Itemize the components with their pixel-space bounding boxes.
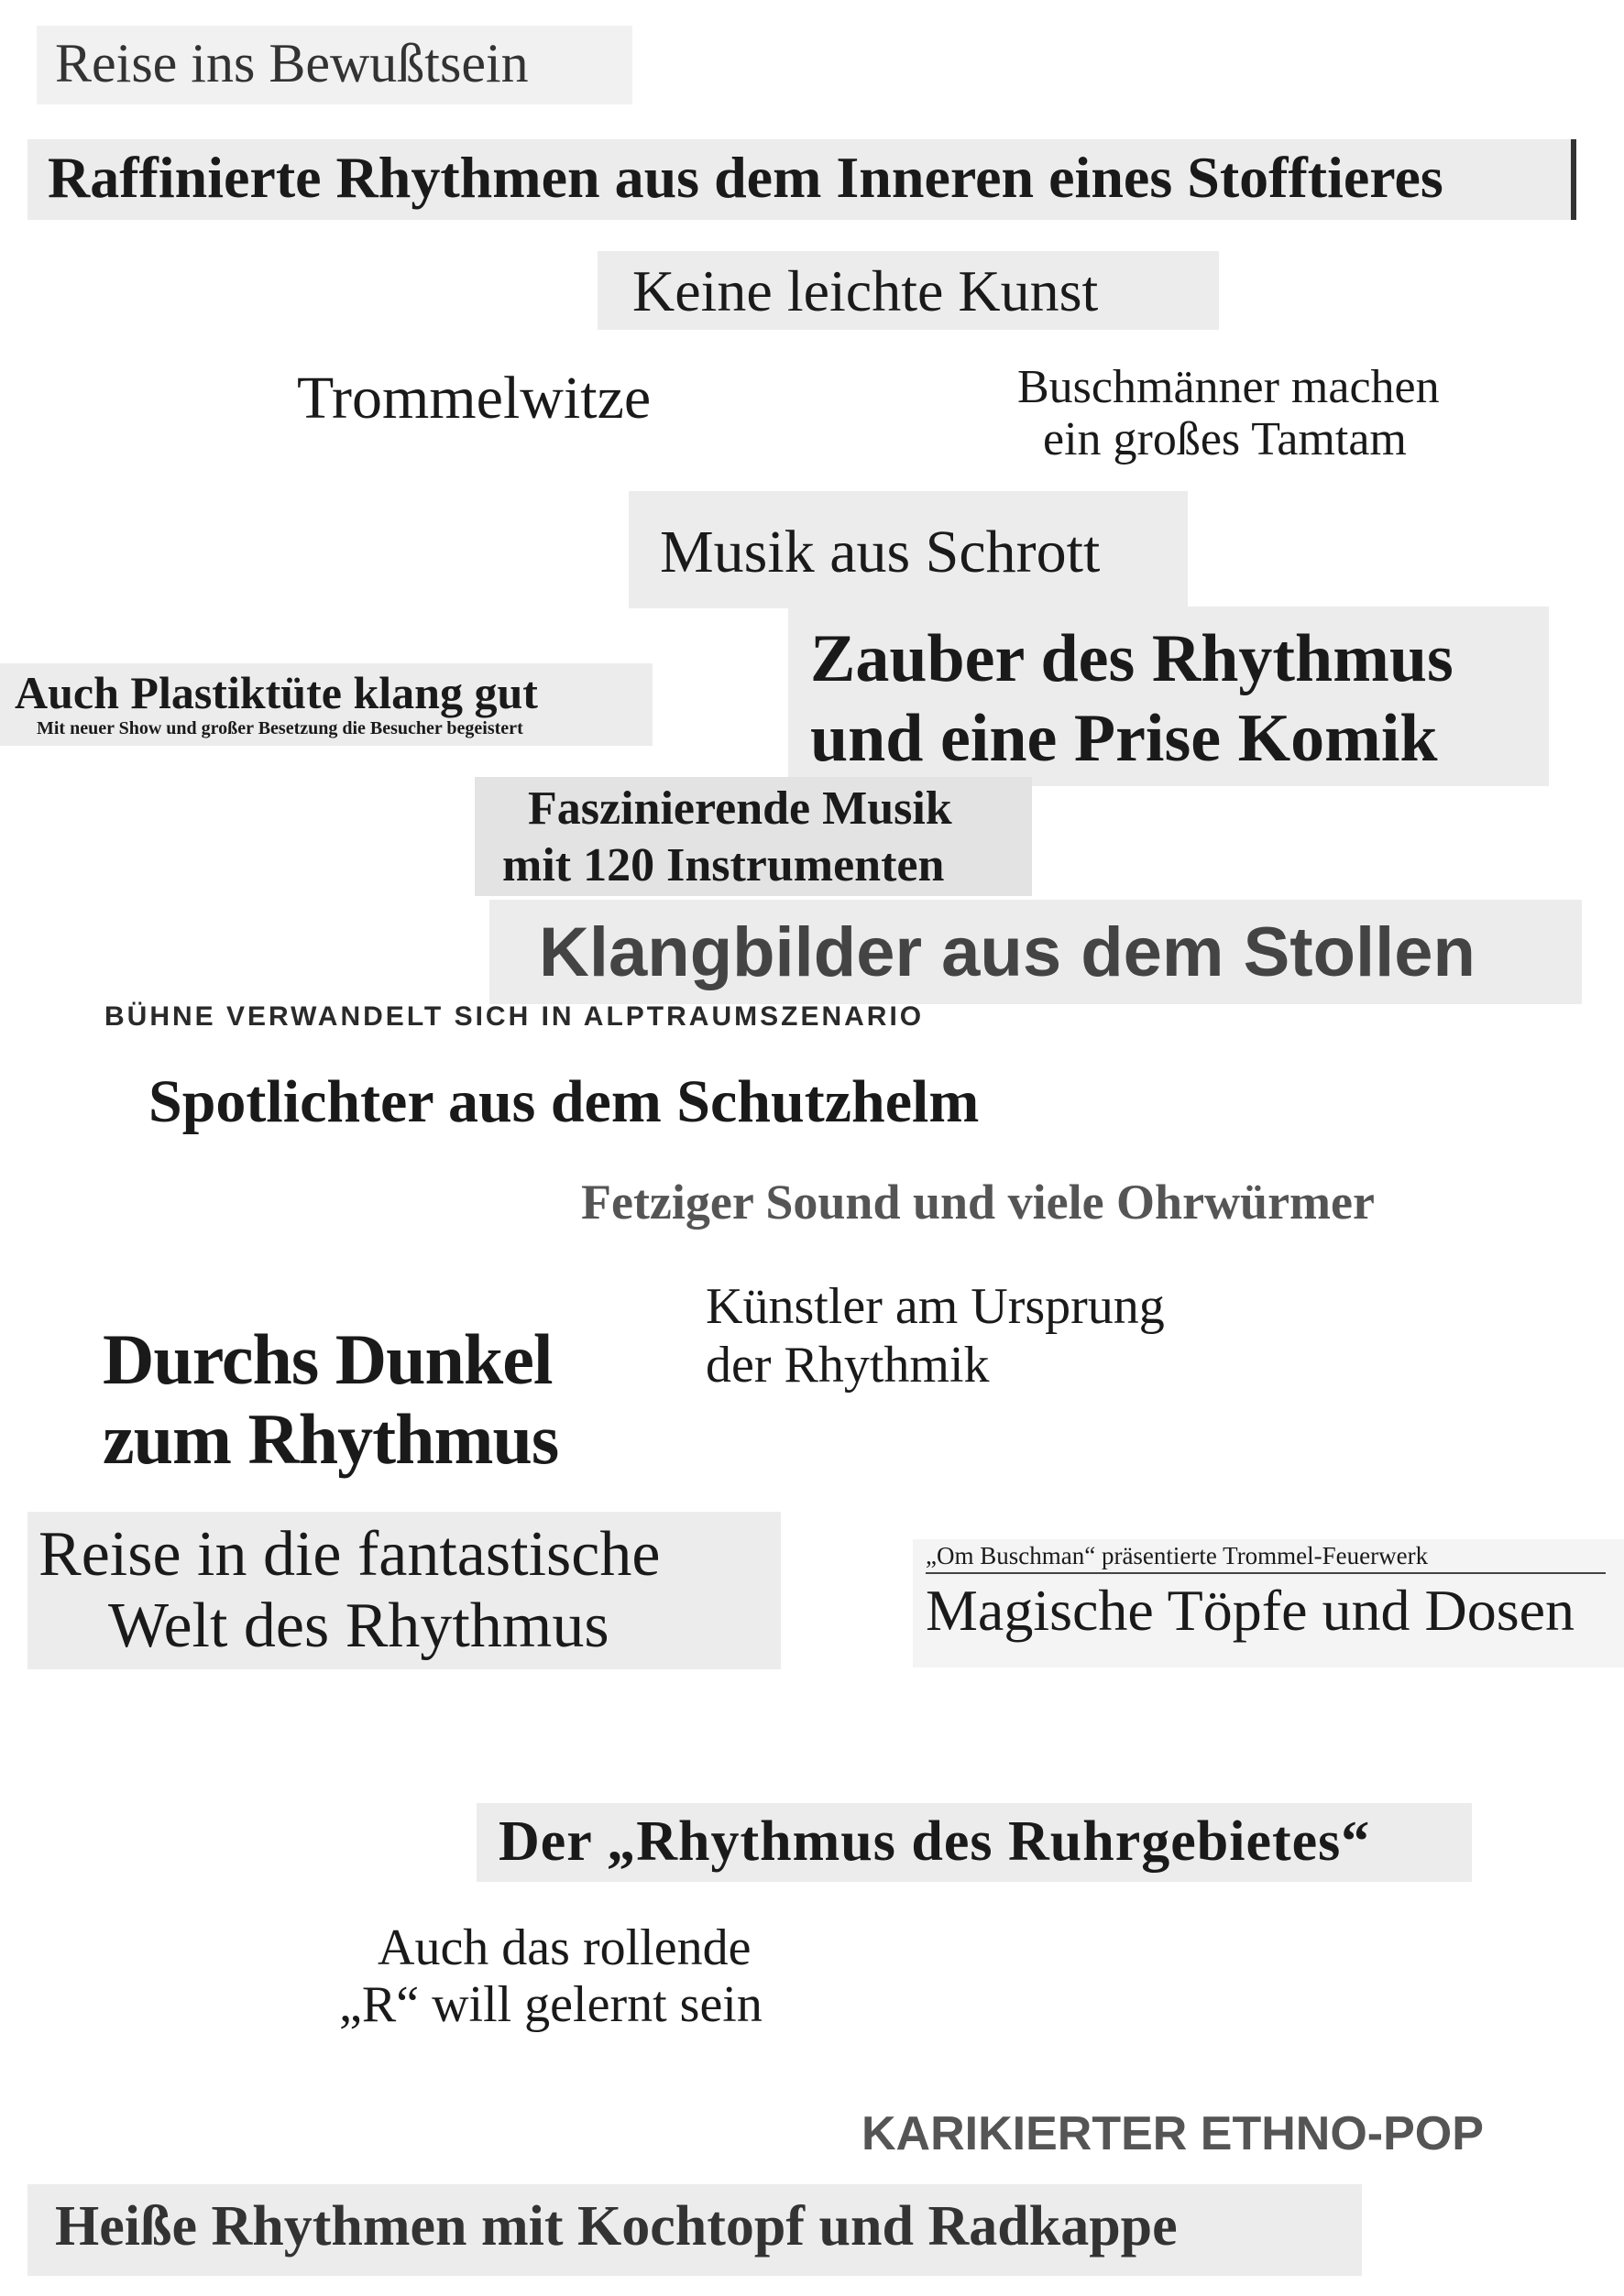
headline-text: Der „Rhythmus des Ruhrgebietes“ (499, 1810, 1371, 1873)
headline-faszinierende-musik (475, 777, 1032, 896)
headline-text: Reise ins Bewußtsein (55, 33, 529, 93)
headline-text: Trommelwitze (297, 365, 652, 432)
headline-line-1: Reise in die fantastische (38, 1519, 661, 1590)
headline-magische-toepfe (913, 1539, 1624, 1667)
headline-musik-aus-schrott (629, 491, 1188, 608)
headline-line-2: mit 120 Instrumenten (502, 839, 945, 892)
headline-line-1: Durchs Dunkel (103, 1319, 553, 1399)
headline-spotlichter (119, 1059, 1164, 1154)
headline-kuenstler-am-ursprung (697, 1266, 1210, 1394)
headline-raffinierte-rhythmen (27, 139, 1576, 220)
headline-text: Heiße Rhythmen mit Kochtopf und Radkappe (55, 2195, 1178, 2258)
headline-trommelwitze (275, 359, 733, 438)
headline-text: BÜHNE VERWANDELT SICH IN ALPTRAUMSZENARIO (104, 1001, 925, 1032)
headline-heisse-rhythmen (27, 2184, 1362, 2276)
headline-reise-ins-bewusstsein (37, 26, 632, 104)
headline-text: KARIKIERTER ETHNO-POP (861, 2107, 1484, 2160)
headline-text: Auch Plastiktüte klang gut (15, 667, 538, 718)
headline-line-1: Auch das rollende (378, 1919, 752, 1976)
headline-line-1: Buschmänner machen (1017, 361, 1440, 413)
headline-line-2: zum Rhythmus (103, 1399, 559, 1480)
headline-line-2: ein großes Tamtam (1043, 413, 1407, 466)
headline-line-2: der Rhythmik (706, 1337, 990, 1394)
headline-klangbilder (489, 900, 1582, 1004)
headline-subtitle: Mit neuer Show und großer Besetzung die Besucher begeistert (37, 717, 523, 738)
headline-line-1: Künstler am Ursprung (706, 1278, 1165, 1335)
headline-text: Magische Töpfe und Dosen (926, 1578, 1575, 1644)
headline-zauber-des-rhythmus (788, 607, 1549, 786)
headline-line-2: Welt des Rhythmus (108, 1591, 609, 1662)
headline-text: Raffinierte Rhythmen aus dem Inneren eines Stofftieres (48, 145, 1443, 210)
headline-line-1: Faszinierende Musik (528, 782, 952, 835)
headline-buschmaenner (1008, 359, 1521, 478)
headline-text: Spotlichter aus dem Schutzhelm (148, 1068, 980, 1135)
headline-karikierter-ethno-pop (861, 2109, 1540, 2164)
headline-line-2: „R“ will gelernt sein (339, 1975, 763, 2033)
headline-text: Klangbilder aus dem Stollen (539, 913, 1476, 991)
headline-durchs-dunkel (92, 1312, 605, 1480)
headline-auch-das-rollende (330, 1919, 843, 2047)
headline-line-1: Zauber des Rhythmus (810, 621, 1454, 696)
headline-line-2: und eine Prise Komik (810, 701, 1438, 777)
headline-rhythmus-des-ruhrgebietes (477, 1803, 1472, 1882)
headline-kicker: „Om Buschman“ präsentierte Trommel-Feuerwerk (926, 1543, 1606, 1574)
headline-buehne-verwandelt (104, 1002, 1003, 1035)
headline-text: Keine leichte Kunst (632, 258, 1099, 323)
headline-fetziger-sound (568, 1169, 1448, 1246)
headline-reise-in-die-fantastische (27, 1512, 781, 1669)
headline-keine-leichte-kunst (598, 251, 1219, 330)
headline-text: Musik aus Schrott (660, 519, 1101, 585)
headline-text: Fetziger Sound und viele Ohrwürmer (581, 1175, 1375, 1230)
headline-auch-plastiktuete (0, 663, 653, 746)
